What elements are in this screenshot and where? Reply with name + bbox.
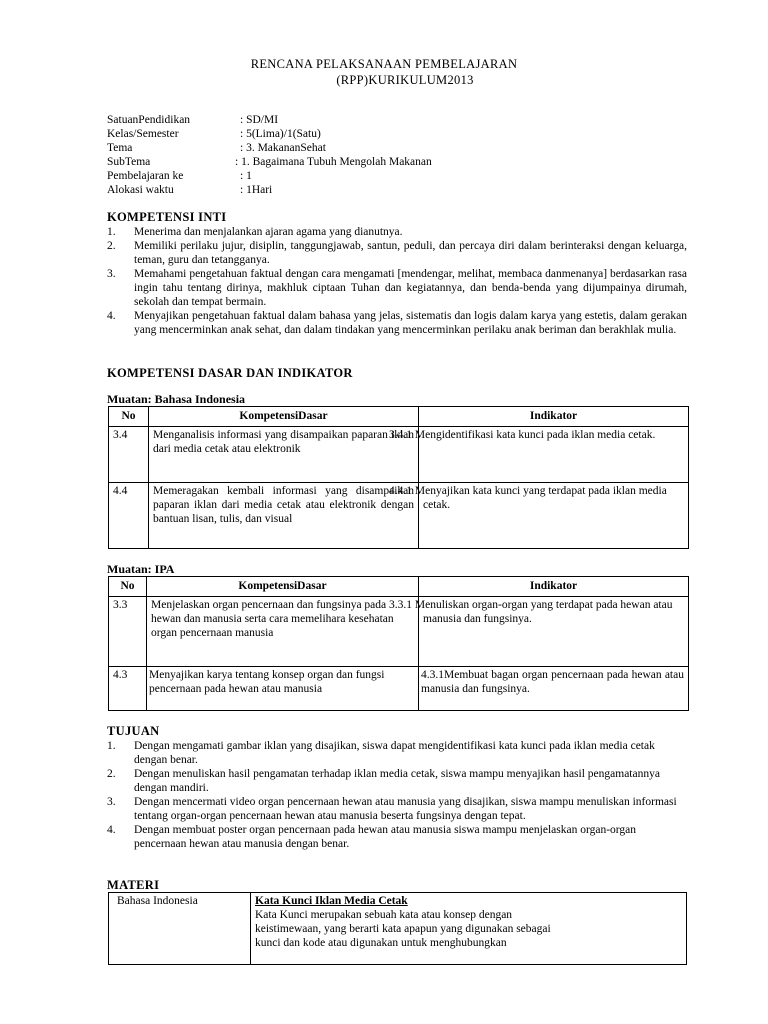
item-number: 2. — [107, 240, 116, 252]
table-cell-indikator: 3.4.1 Mengidentifikasi kata kunci pada iklan media cetak. — [419, 427, 689, 483]
table-cell-indikator: 4.3.1Membuat bagan organ pencernaan pada hewan atau manusia dan fungsinya. — [419, 667, 689, 711]
table-cell-no: 4.3 — [109, 667, 147, 711]
column-header: Indikator — [419, 407, 689, 427]
table-row — [109, 427, 689, 483]
table-header-row — [109, 577, 689, 597]
item-number: 3. — [107, 268, 116, 280]
identity-label: Pembelajaran ke — [107, 170, 184, 182]
title-line-1: RENCANA PELAKSANAAN PEMBELAJARAN — [250, 57, 518, 71]
column-header: No — [109, 577, 147, 597]
item-text: Menerima dan menjalankan ajaran agama yang dianutnya. — [134, 226, 403, 238]
item-number: 1. — [107, 226, 116, 238]
identity-row — [107, 155, 432, 169]
column-header: No — [109, 407, 149, 427]
item-number: 4. — [107, 310, 116, 322]
list-item — [107, 767, 679, 795]
identity-row — [107, 169, 252, 183]
list-item — [107, 267, 687, 309]
item-text: Dengan mengamati gambar iklan yang disajikan, siswa dapat mengidentifikasi kata kunci pada iklan media cetak dengan benar. — [134, 740, 655, 766]
identity-value: : SD/MI — [240, 114, 279, 126]
materi-content — [251, 893, 687, 965]
kd-table-bahasa-indonesia — [108, 406, 689, 549]
table-cell-kd: Menyajikan karya tentang konsep organ dan fungsi pencernaan pada hewan atau manusia — [147, 667, 419, 711]
table-row — [109, 483, 689, 549]
item-number: 2. — [107, 768, 116, 780]
table-row — [109, 667, 689, 711]
materi-subject: Bahasa Indonesia — [109, 893, 251, 965]
item-number: 1. — [107, 740, 116, 752]
item-number: 4. — [107, 824, 116, 836]
list-item — [107, 239, 687, 267]
table-row — [109, 597, 689, 667]
table-cell-indikator: 3.3.1 Menuliskan organ-organ yang terdapat pada hewan atau manusia dan fungsinya. — [419, 597, 689, 667]
muatan-ipa-label: Muatan: IPA — [107, 562, 175, 576]
materi-body: Kata Kunci merupakan sebuah kata atau konsep dengan keistimewaan, yang berarti kata apapun yang digunakan sebagai kunci dan kode atau digunakan untuk menghubungkan — [255, 909, 551, 949]
table-cell-kd: Menganalisis informasi yang disampaikan paparan iklan dari media cetak atau elektronik — [149, 427, 419, 483]
item-text: Dengan membuat poster organ pencernaan pada hewan atau manusia siswa mampu menjelaskan organ-organ pencernaan hewan atau manusia dengan benar. — [134, 824, 636, 850]
item-text: Menyajikan pengetahuan faktual dalam bahasa yang jelas, sistematis dan logis dalam karya yang estetis, dalam gerakan yang mencerminkan anak sehat, dan dalam tindakan yang mencerminkan perilaku anak beriman dan berakhlak mulia. — [134, 310, 687, 336]
identity-label: SubTema — [107, 156, 151, 168]
document-title — [0, 56, 768, 88]
item-text: Dengan mencermati video organ pencernaan hewan atau manusia yang disajikan, siswa mampu menuliskan informasi tentang organ-organ pencernaan hewan atau manusia beserta fungsinya dengan tepat. — [134, 796, 677, 822]
identity-value: : 1Hari — [240, 184, 273, 196]
table-cell-kd: Memeragakan kembali informasi yang disampaikan paparan iklan dari media cetak atau elektronik dengan bantuan lisan, tulis, dan visual — [149, 483, 419, 549]
item-number: 3. — [107, 796, 116, 808]
column-header: KompetensiDasar — [149, 407, 419, 427]
table-cell-no: 3.4 — [109, 427, 149, 483]
list-item — [107, 225, 687, 239]
tujuan-heading: TUJUAN — [107, 724, 160, 738]
table-cell-indikator: 4.4.1 Menyajikan kata kunci yang terdapat pada iklan media cetak. — [419, 483, 689, 549]
materi-topic: Kata Kunci Iklan Media Cetak — [255, 895, 408, 907]
identity-row — [107, 127, 321, 141]
kompetensi-inti-heading: KOMPETENSI INTI — [107, 210, 227, 224]
tujuan-list — [107, 739, 679, 851]
identity-label: Alokasi waktu — [107, 184, 174, 196]
table-cell-kd: Menjelaskan organ pencernaan dan fungsinya pada hewan dan manusia serta cara memelihara kesehatan organ pencernaan manusia — [147, 597, 419, 667]
list-item — [107, 309, 687, 337]
item-text: Memiliki perilaku jujur, disiplin, tanggungjawab, santun, peduli, dan percaya diri dalam berinteraksi dengan keluarga, teman, guru dan tetangganya. — [134, 240, 687, 266]
kd-heading: KOMPETENSI DASAR DAN INDIKATOR — [107, 366, 353, 380]
column-header: KompetensiDasar — [147, 577, 419, 597]
identity-value: : 5(Lima)/1(Satu) — [240, 128, 321, 140]
materi-heading: MATERI — [107, 878, 160, 892]
list-item — [107, 823, 679, 851]
column-header: Indikator — [419, 577, 689, 597]
identity-row — [107, 183, 272, 197]
identity-label: Tema — [107, 142, 133, 154]
table-row — [109, 893, 687, 965]
table-cell-no: 3.3 — [109, 597, 147, 667]
identity-row — [107, 141, 326, 155]
item-text: Dengan menuliskan hasil pengamatan terhadap iklan media cetak, siswa mampu menyajikan hasil pengamatannya dengan mandiri. — [134, 768, 660, 794]
title-line-2: (RPP)KURIKULUM2013 — [336, 73, 474, 87]
identity-row — [107, 113, 278, 127]
item-text: Memahami pengetahuan faktual dengan cara mengamati [mendengar, melihat, membaca danmenanya] berdasarkan rasa ingin tahu tentang dirinya, makhluk ciptaan Tuhan dan kegiatannya, dan benda-benda yang dijumpainya dirumah, sekolah dan tempat bermain. — [134, 268, 687, 308]
identity-value: : 3. MakananSehat — [240, 142, 326, 154]
list-item — [107, 795, 679, 823]
identity-label: Kelas/Semester — [107, 128, 179, 140]
table-header-row — [109, 407, 689, 427]
muatan-bi-label: Muatan: Bahasa Indonesia — [107, 392, 246, 406]
identity-value: : 1. Bagaimana Tubuh Mengolah Makanan — [235, 156, 432, 168]
kd-table-ipa — [108, 576, 689, 711]
list-item — [107, 739, 679, 767]
identity-value: : 1 — [240, 170, 252, 182]
table-cell-no: 4.4 — [109, 483, 149, 549]
identity-label: SatuanPendidikan — [107, 114, 191, 126]
materi-table — [108, 892, 687, 965]
kompetensi-inti-list — [107, 225, 687, 337]
